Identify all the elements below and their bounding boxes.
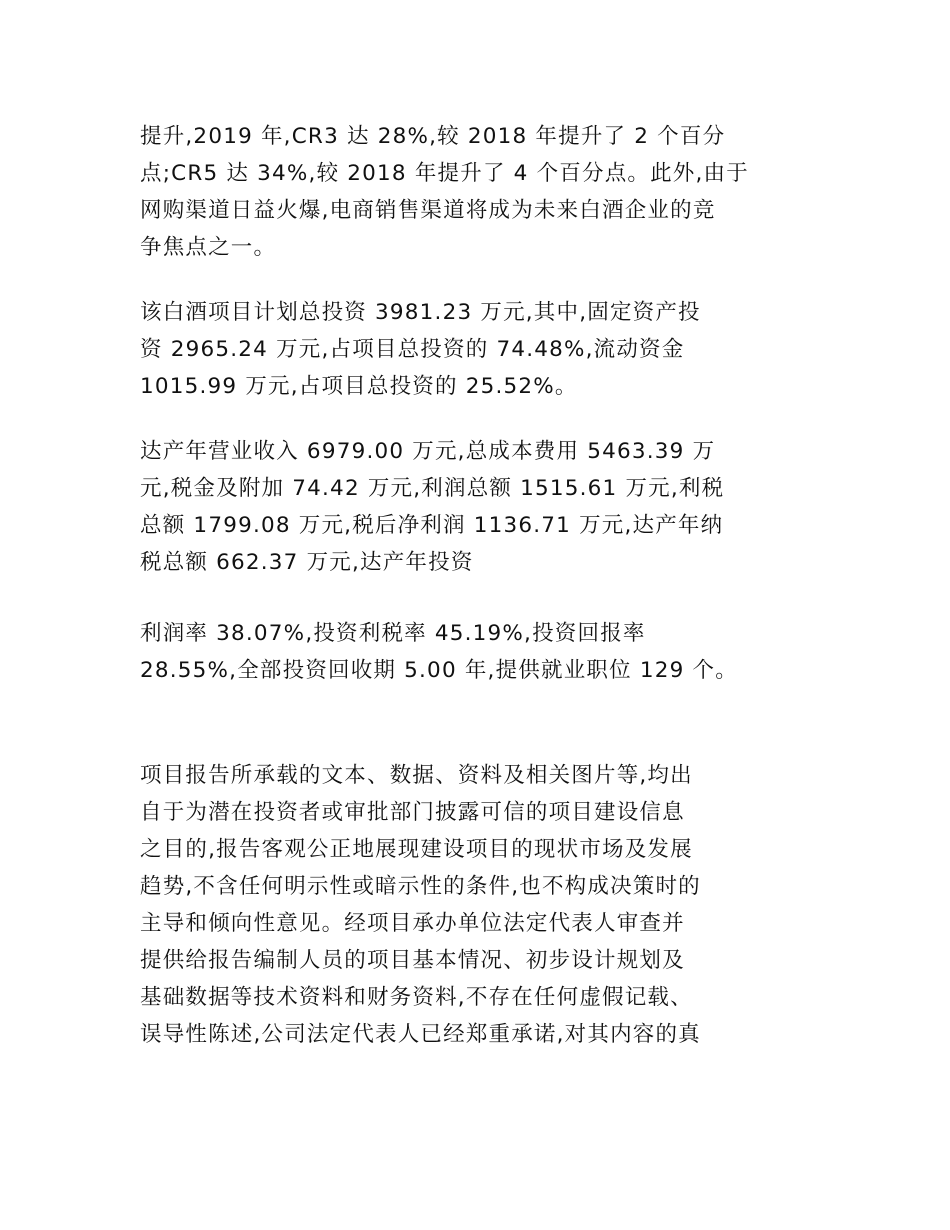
text-line: 网购渠道日益火爆,电商销售渠道将成为未来白酒企业的竞: [140, 198, 716, 223]
text-line: 争焦点之一。: [140, 235, 277, 260]
text-line: 趋势,不含任何明示性或暗示性的条件,也不构成决策时的: [140, 874, 701, 899]
text-line: 达产年营业收入 6979.00 万元,总成本费用 5463.39 万: [140, 439, 716, 464]
text-line: 基础数据等技术资料和财务资料,不存在任何虚假记载、: [140, 985, 693, 1010]
text-line: 利润率 38.07%,投资利税率 45.19%,投资回报率: [140, 621, 646, 646]
text-line: 点;CR5 达 34%,较 2018 年提升了 4 个百分点。此外,由于: [140, 161, 749, 186]
text-line: 该白酒项目计划总投资 3981.23 万元,其中,固定资产投: [140, 300, 701, 325]
paragraph-market-concentration: [140, 118, 749, 266]
paragraph-total-investment: [140, 294, 701, 405]
text-line: 主导和倾向性意见。经项目承办单位法定代表人审查并: [140, 911, 685, 936]
text-line: 提升,2019 年,CR3 达 28%,较 2018 年提升了 2 个百分: [140, 124, 726, 149]
text-line: 1015.99 万元,占项目总投资的 25.52%。: [140, 374, 578, 399]
text-line: 税总额 662.37 万元,达产年投资: [140, 550, 474, 575]
text-line: 28.55%,全部投资回收期 5.00 年,提供就业职位 129 个。: [140, 658, 738, 683]
text-line: 提供给报告编制人员的项目基本情况、初步设计规划及: [140, 948, 685, 973]
text-line: 自于为潜在投资者或审批部门披露可信的项目建设信息: [140, 800, 685, 825]
text-line: 资 2965.24 万元,占项目总投资的 74.48%,流动资金: [140, 337, 685, 362]
paragraph-revenue-and-profit: [140, 433, 724, 581]
text-line: 元,税金及附加 74.42 万元,利润总额 1515.61 万元,利税: [140, 476, 725, 501]
text-line: 误导性陈述,公司法定代表人已经郑重承诺,对其内容的真: [140, 1022, 701, 1047]
paragraph-disclaimer: [140, 757, 701, 1053]
text-line: 之目的,报告客观公正地展现建设项目的现状市场及发展: [140, 837, 693, 862]
text-line: 总额 1799.08 万元,税后净利润 1136.71 万元,达产年纳: [140, 513, 724, 538]
paragraph-return-rates: [140, 615, 738, 689]
text-line: 项目报告所承载的文本、数据、资料及相关图片等,均出: [140, 763, 693, 788]
